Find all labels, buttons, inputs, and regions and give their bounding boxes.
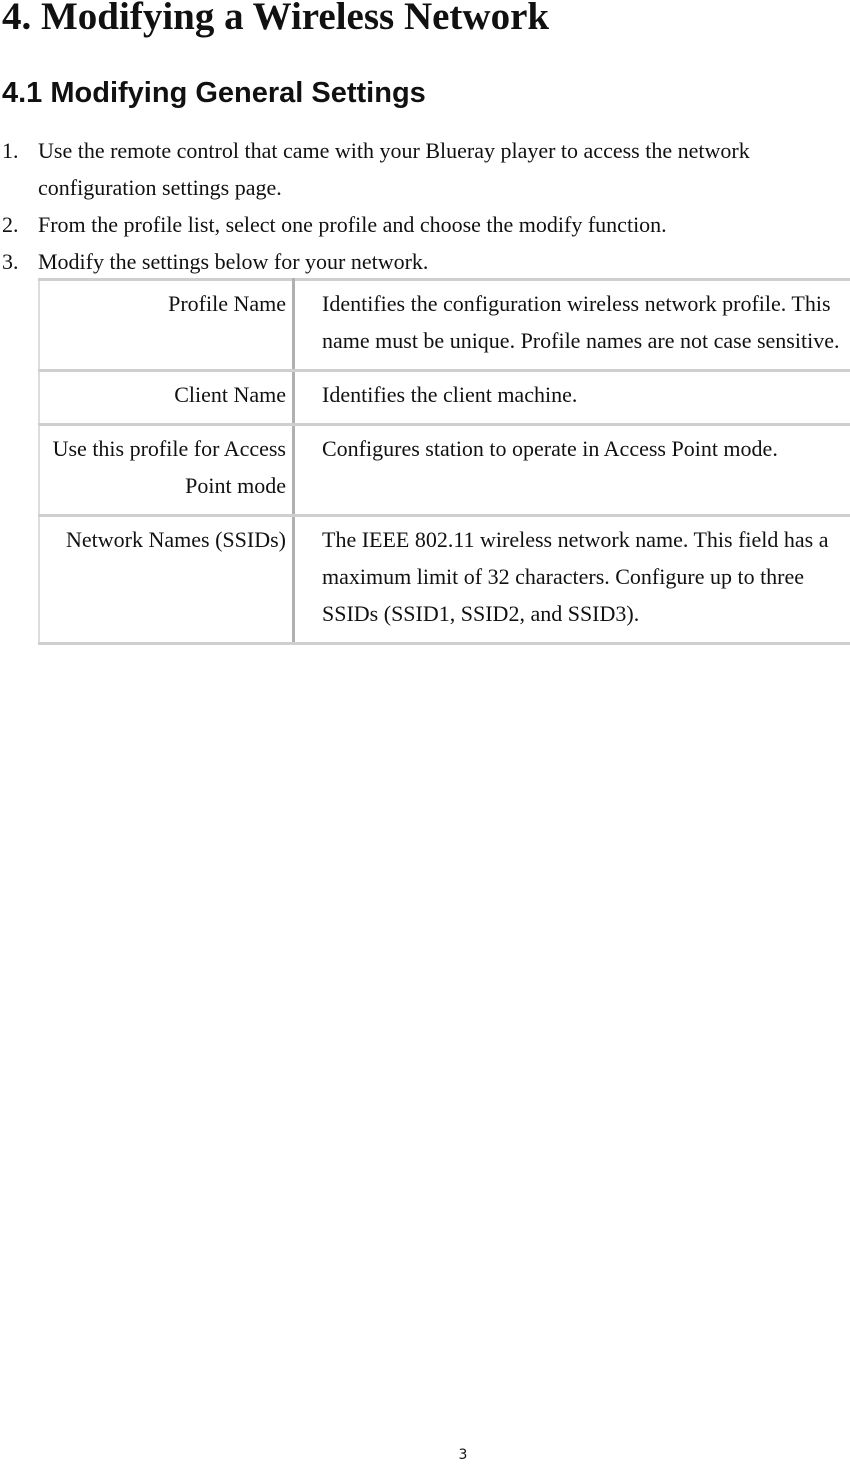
table-row (39, 280, 850, 371)
setting-description: Identifies the configuration wireless network profile. This name must be unique. Profile names are not case sensitive. (294, 280, 850, 371)
step-item (0, 206, 846, 243)
settings-table (38, 278, 850, 645)
setting-description: Identifies the client machine. (294, 371, 850, 425)
setting-description: The IEEE 802.11 wireless network name. This field has a maximum limit of 32 characters. Configure up to three SSIDs (SSID1, SSID2, and SSID3). (294, 516, 850, 644)
setting-name: Network Names (SSIDs) (39, 516, 294, 644)
step-text: Modify the settings below for your network. (38, 249, 429, 274)
chapter-title: 4. Modifying a Wireless Network (2, 0, 550, 38)
setting-description: Configures station to operate in Access Point mode. (294, 425, 850, 516)
table-row (39, 425, 850, 516)
table-row (39, 516, 850, 644)
section-title: 4.1 Modifying General Settings (2, 77, 426, 109)
step-text: From the profile list, select one profile and choose the modify function. (38, 212, 667, 237)
step-text: Use the remote control that came with your Blueray player to access the network configuration settings page. (38, 138, 750, 200)
steps-list (0, 132, 850, 280)
table-row (39, 371, 850, 425)
step-number: 2. (2, 212, 19, 237)
step-item (0, 132, 846, 206)
step-number: 3. (2, 249, 19, 274)
setting-name: Use this profile for Access Point mode (39, 425, 294, 516)
step-item (0, 243, 846, 280)
setting-name: Client Name (39, 371, 294, 425)
page-number: 3 (458, 1447, 468, 1463)
setting-name: Profile Name (39, 280, 294, 371)
step-number: 1. (2, 138, 19, 163)
